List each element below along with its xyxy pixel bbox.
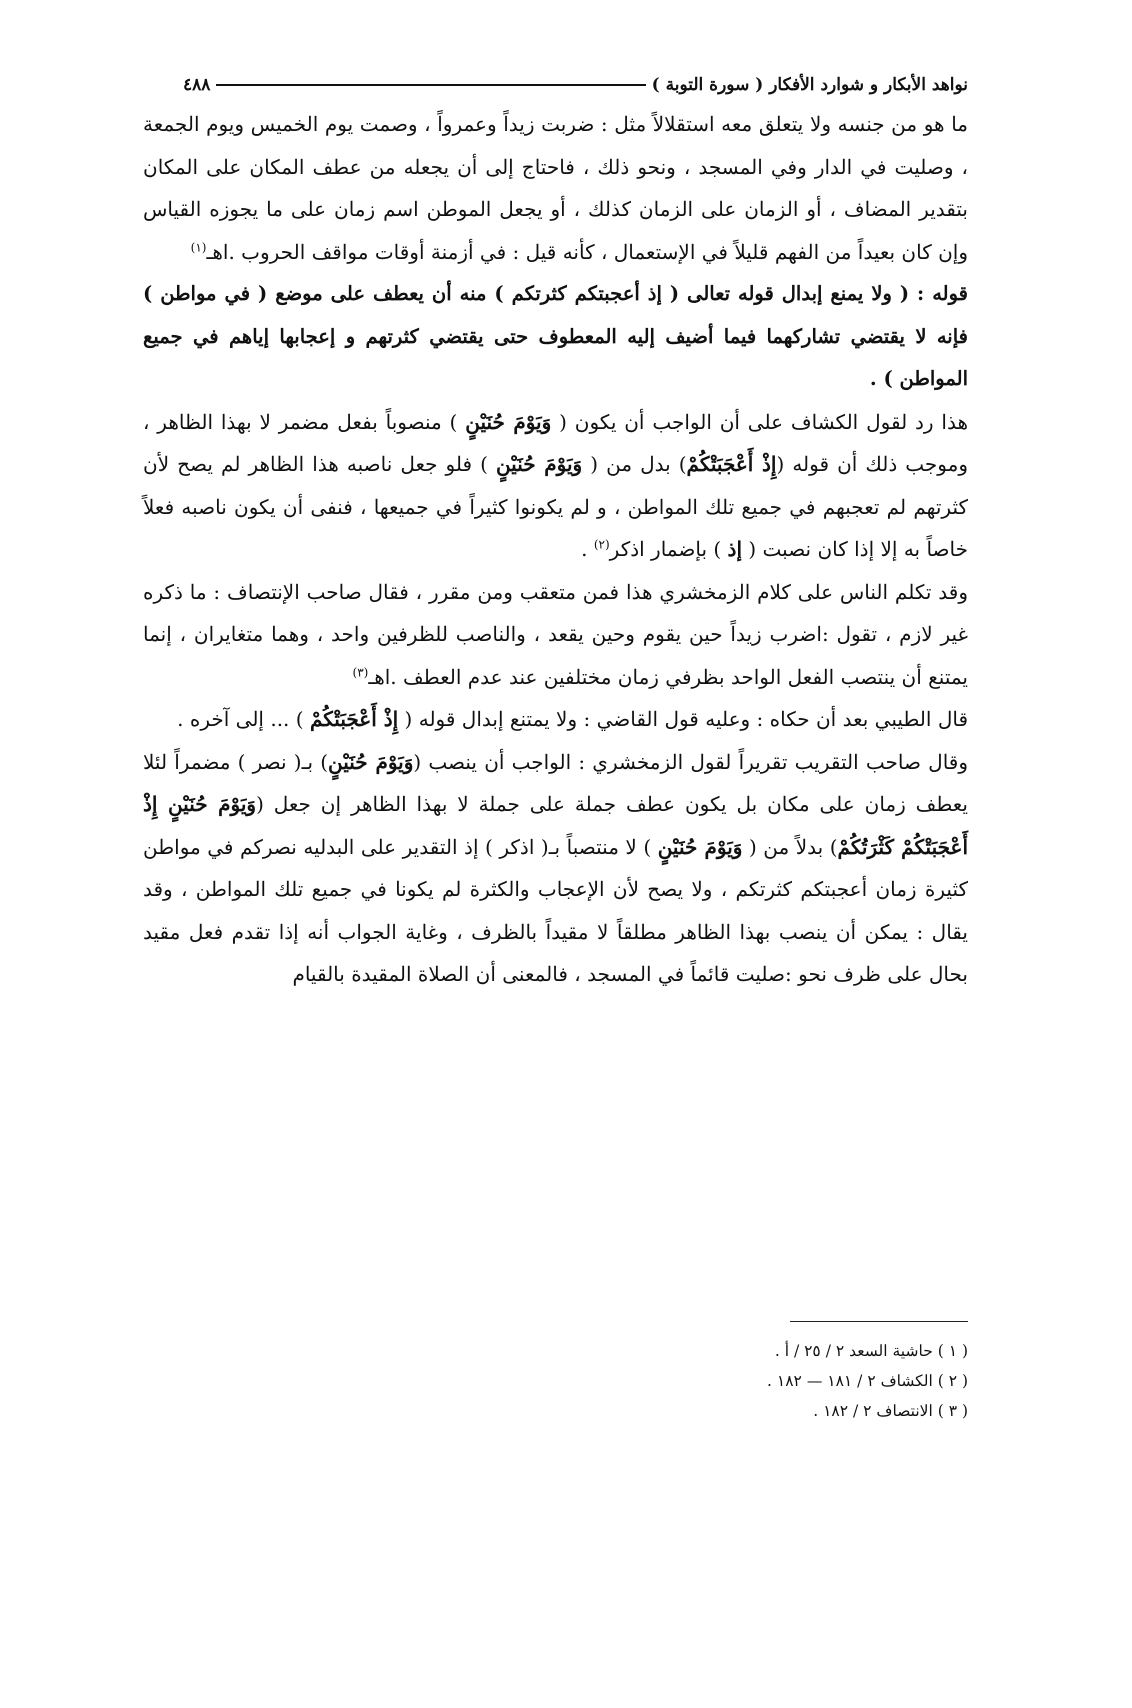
footnote-ref: (١) bbox=[190, 239, 207, 254]
paragraph bbox=[143, 698, 968, 741]
text-run: قال الطيبي بعد أن حكاه : وعليه قول القاضي : ولا يمتنع إبدال قوله ( bbox=[398, 707, 968, 731]
footnote-rule bbox=[790, 1321, 968, 1322]
text-run: ) منصوباً بفعل مضمر لا بهذا الظاهر ، وموجب ذلك أن قوله ( bbox=[143, 409, 968, 476]
text-run: ) لا منتصباً بـ( اذكر ) إذ التقدير على البدليه نصركم في مواطن كثيرة زمان أعجبتكم كثرتكم ، ولا يصح لأن الإعجاب والكثرة لم يكونا في جميع تلك المواطن ، وقد يقال : يمكن أن ينصب بهذا الظاهر مطلقاً لا مقيداً بالظرف ، وغاية الجواب أنه إذا تقدم فعل مقيد بحال على ظرف نحو :صليت قائماً في المسجد ، فالمعنى أن الصلاة المقيدة بالقيام bbox=[143, 834, 968, 986]
main-text bbox=[143, 103, 968, 996]
footnote-ref: (٣) bbox=[352, 664, 369, 679]
text-run: . bbox=[581, 537, 594, 561]
text-run: ما هو من جنسه ولا يتعلق معه استقلالاً مثل : ضربت زيداً وعمرواً ، وصمت يوم الخميس ويوم الجمعة ، وصليت في الدار وفي المسجد ، ونحو ذلك ، فاحتاج إلى أن يجعله من عطف المكان على المكان بتقدير المضاف ، أو الزمان على الزمان كذلك ، أو يجعل الموطن اسم زمان على ما يجوزه القياس وإن كان بعيداً من الفهم قليلاً في الإستعمال ، كأنه قيل : في أزمنة أوقات مواقف الحروب .اهـ bbox=[143, 112, 969, 264]
text-run: هذا رد لقول الكشاف على أن الواجب أن يكون ( bbox=[551, 409, 969, 434]
text-run: ) ... إلى آخره . bbox=[177, 707, 310, 731]
text-run: وقد تكلم الناس على كلام الزمخشري هذا فمن متعقب ومن مقرر ، فقال صاحب الإنتصاف : ما ذكره غير لازم ، تقول :اضرب زيداً حين يقوم وحين يقعد ، والناصب للظرفين واحد ، وهما متغايران ، إنما يمتنع أن ينتصب الفعل الواحد بظرفي زمان مختلفين عند عدم العطف .اهـ bbox=[143, 579, 968, 689]
paragraph bbox=[143, 401, 968, 571]
book-title: نواهد الأبكار و شوارد الأفكار ( سورة التوبة ) bbox=[651, 75, 968, 95]
quran-quote: وَيَوْمَ حُنَيْنٍ bbox=[657, 834, 743, 859]
quran-quote: إِذْ أَعْجَبَتْكُمْ bbox=[686, 452, 777, 476]
paragraph bbox=[143, 273, 968, 401]
text-run: وقال صاحب التقريب تقريراً لقول الزمخشري : الواجب أن ينصب ( bbox=[413, 749, 969, 774]
quran-quote: إِذْ أَعْجَبَتْكُمْ bbox=[309, 707, 399, 731]
quran-quote: إذ bbox=[727, 537, 742, 561]
footnote-1: ( ١ ) حاشية السعد ٢ / ٢٥ / أ . bbox=[774, 1342, 968, 1360]
footnote-2: ( ٢ ) الكشاف ٢ / ١٨١ — ١٨٢ . bbox=[767, 1372, 968, 1390]
quran-quote: وَيَوْمَ حُنَيْنٍ bbox=[328, 749, 414, 774]
footnote-3: ( ٣ ) الانتصاف ٢ / ١٨٢ . bbox=[813, 1402, 968, 1420]
footnote-ref: (٢) bbox=[593, 537, 610, 552]
text-run: ) بـ( نصر ) مضمراً لئلا يعطف زمان على مكان بل يكون عطف جملة على جملة لا بهذا الظاهر إن جعل ( bbox=[143, 749, 968, 816]
text-run: ) بإضمار اذكر bbox=[609, 537, 728, 561]
text-run: ) فلو جعل ناصبه هذا الظاهر لم يصح لأن كثرتهم لم تعجبهم في جميع تلك المواطن ، و لم يكونوا كثيراً في جميعها ، فنفى أن يكون ناصبه فعلاً خاصاً به إلا إذا كان نصبت ( bbox=[143, 452, 968, 561]
quran-quote: وَيَوْمَ حُنَيْنٍ bbox=[465, 409, 552, 434]
running-header bbox=[183, 70, 968, 100]
quran-quote: وَيَوْمَ حُنَيْنٍ bbox=[495, 452, 583, 476]
header-rule bbox=[216, 84, 645, 86]
paragraph bbox=[143, 741, 968, 996]
page-number: ٤٨٨ bbox=[183, 75, 211, 95]
text-run: ) بدل من ( bbox=[582, 452, 687, 476]
paragraph bbox=[143, 103, 968, 273]
text-run: قوله : ( ولا يمنع إبدال قوله تعالى ( إذ أعجبتكم كثرتكم ) منه أن يعطف على موضع ( في مواطن ) فإنه لا يقتضي تشاركهما فيما أضيف إليه المعطوف حتى يقتضي كثرتهم و إعجابها إياهم في جميع المواطن ) . bbox=[143, 282, 968, 390]
paragraph bbox=[143, 571, 968, 699]
footnotes bbox=[550, 1336, 968, 1426]
text-run: ) بدلاً من ( bbox=[742, 834, 838, 859]
quran-quote: وَيَوْمَ حُنَيْنٍ إِذْ أَعْجَبَتْكُمْ كَثْرَتُكُمْ bbox=[143, 792, 968, 859]
